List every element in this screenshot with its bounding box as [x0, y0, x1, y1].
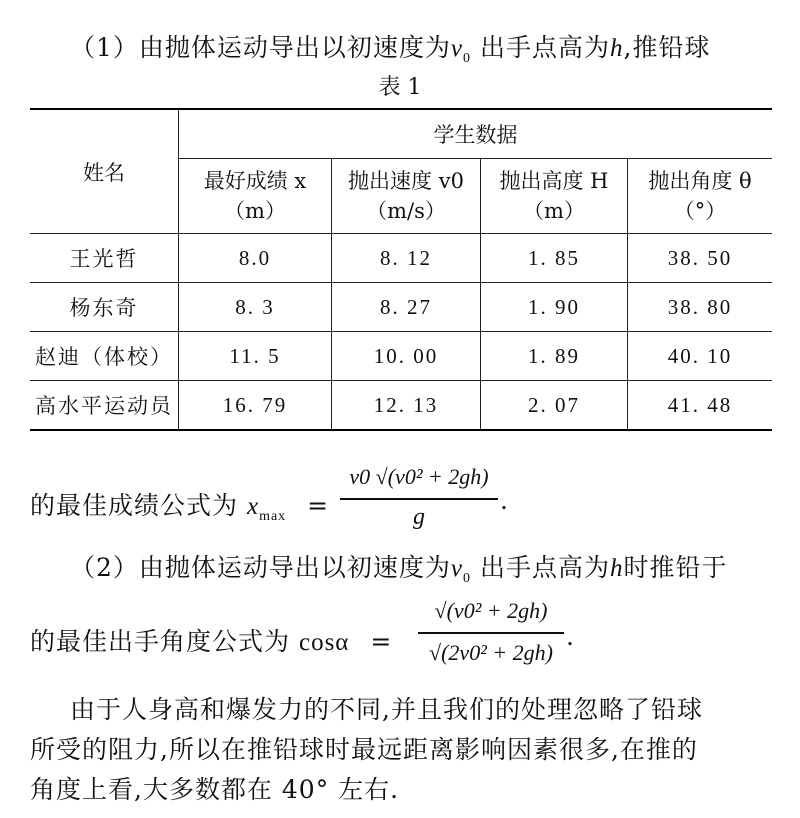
column-header: 抛出高度 H （m）	[481, 159, 628, 234]
intro-mid: 出手点高为	[479, 33, 610, 62]
table-row	[30, 283, 772, 332]
cell-v0: 8. 12	[332, 234, 481, 283]
formula1-fraction	[340, 460, 498, 538]
formula1-line	[30, 486, 341, 525]
part2-line	[70, 548, 728, 587]
formula1-fraction-bar	[340, 498, 498, 500]
formula1-end: .	[500, 486, 509, 515]
cell-x: 16. 79	[179, 381, 332, 431]
formula1-numerator: v0 √(v0² + 2gh)	[349, 464, 489, 489]
group-header: 学生数据	[179, 109, 773, 159]
formula2-lead: 的最佳出手角度公式为	[30, 627, 291, 656]
conclusion-line-1: 由于人身高和爆发力的不同,并且我们的处理忽略了铅球	[70, 695, 703, 724]
cell-name: 赵迪（体校）	[30, 332, 179, 381]
conclusion-line-3: 角度上看,大多数都在 40° 左右.	[30, 775, 400, 804]
student-data-table	[30, 108, 772, 431]
cell-x: 8. 3	[179, 283, 332, 332]
cell-name: 高水平运动员	[30, 381, 179, 431]
column-header: 抛出速度 v0 （m/s）	[332, 159, 481, 234]
cell-x: 8.0	[179, 234, 332, 283]
table-row	[30, 332, 772, 381]
intro-v0: $v_0$	[450, 35, 472, 66]
part2-suffix: 时推铅于	[623, 553, 728, 582]
cell-name: 杨东奇	[30, 283, 179, 332]
column-header: 最好成绩 x （m）	[179, 159, 332, 234]
formula2-eq: =	[370, 627, 393, 656]
intro-suffix: ,推铅球	[623, 33, 711, 62]
cell-name: 王光哲	[30, 234, 179, 283]
formula1-lead: 的最佳成绩公式为	[30, 491, 239, 520]
formula2-line	[30, 622, 404, 658]
cell-v0: 8. 27	[332, 283, 481, 332]
column-header: 抛出角度 θ （°）	[628, 159, 773, 234]
formula1-denominator: g	[413, 504, 425, 530]
cell-v0: 12. 13	[332, 381, 481, 431]
intro-line	[70, 28, 710, 67]
formula2-fraction-bar	[418, 632, 564, 634]
formula2-fraction	[418, 594, 564, 674]
formula1-lhs: $x_{max}$	[246, 493, 287, 524]
cell-v0: 10. 00	[332, 332, 481, 381]
table-row	[30, 234, 772, 283]
cell-x: 11. 5	[179, 332, 332, 381]
formula1-eq: =	[307, 491, 330, 520]
cell-theta: 40. 10	[628, 332, 773, 381]
cell-H: 2. 07	[481, 381, 628, 431]
part2-mid: 出手点高为	[479, 553, 610, 582]
table-caption: 表 1	[378, 75, 422, 100]
cell-H: 1. 90	[481, 283, 628, 332]
part2-prefix: （2）由抛体运动导出以初速度为	[70, 553, 451, 582]
intro-prefix: （1）由抛体运动导出以初速度为	[70, 33, 451, 62]
cell-theta: 38. 80	[628, 283, 773, 332]
formula2-denominator: √(2v0² + 2gh)	[429, 640, 553, 665]
part2-h: h	[610, 555, 624, 582]
cell-theta: 41. 48	[628, 381, 773, 431]
formula2-lhs: cosα	[298, 629, 350, 656]
cell-H: 1. 89	[481, 332, 628, 381]
intro-h: h	[610, 35, 624, 62]
formula2-numerator: √(v0² + 2gh)	[434, 598, 548, 623]
conclusion-line-2: 所受的阻力,所以在推铅球时最远距离影响因素很多,在推的	[30, 735, 698, 764]
name-header: 姓名	[30, 109, 179, 234]
formula2-end: .	[566, 622, 575, 651]
cell-theta: 38. 50	[628, 234, 773, 283]
cell-H: 1. 85	[481, 234, 628, 283]
table-row	[30, 381, 772, 431]
part2-v0: $v_0$	[450, 555, 472, 586]
